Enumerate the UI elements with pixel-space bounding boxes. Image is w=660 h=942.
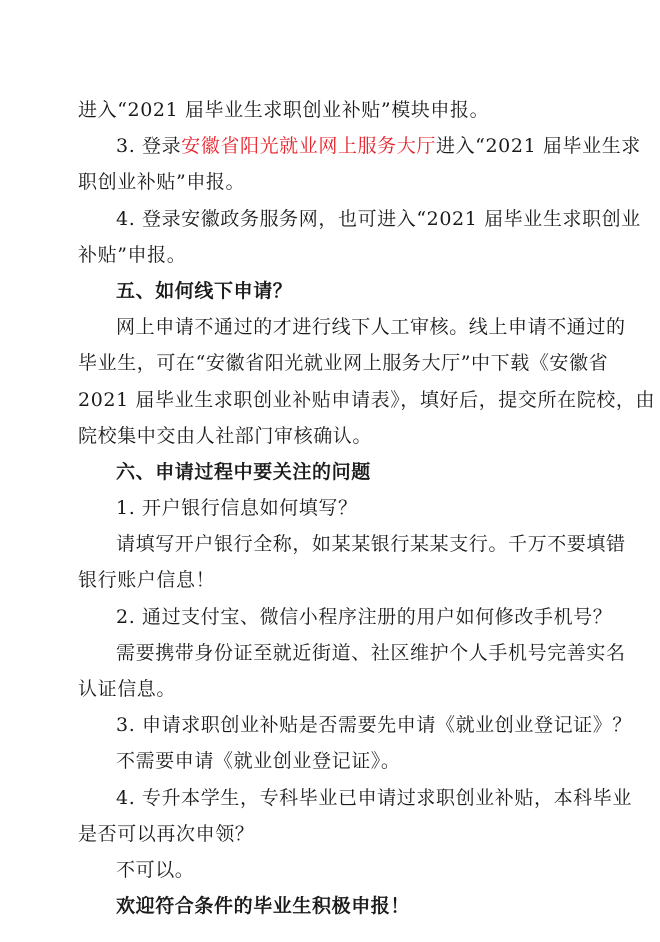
paragraph-step4-line1: 4. 登录安徽政务服务网，也可进入“2021 届毕业生求职创业	[116, 207, 641, 230]
paragraph-5-line2: 毕业生，可在“安徽省阳光就业网上服务大厅”中下载《安徽省	[78, 352, 609, 375]
question-4-line1: 4. 专升本学生，专科毕业已申请过求职创业补贴，本科毕业	[116, 786, 632, 809]
paragraph-step3-line2: 职创业补贴”申报。	[78, 171, 246, 194]
question-4-line2: 是否可以再次申领？	[78, 822, 255, 845]
step3-suffix: 进入“2021 届毕业生求	[435, 135, 641, 158]
answer-4: 不可以。	[116, 858, 195, 881]
section-heading-5: 五、如何线下申请？	[116, 279, 293, 302]
section-heading-6: 六、申请过程中要关注的问题	[116, 460, 371, 483]
answer-3: 不需要申请《就业创业登记证》。	[116, 750, 401, 773]
paragraph-5-line4: 院校集中交由人社部门审核确认。	[78, 424, 373, 447]
answer-2-line1: 需要携带身份证至就近街道、社区维护个人手机号完善实名	[116, 641, 626, 664]
paragraph-step4-line2: 补贴”申报。	[78, 243, 187, 266]
step3-prefix: 3. 登录	[116, 135, 182, 158]
paragraph-5-line3: 2021 届毕业生求职创业补贴申请表》，填好后，提交所在院校，由	[78, 388, 656, 411]
answer-2-line2: 认证信息。	[78, 678, 177, 700]
question-3: 3. 申请求职创业补贴是否需要先申请《就业创业登记证》？	[116, 714, 632, 737]
paragraph-step2-tail: 进入“2021 届毕业生求职创业补贴”模块申报。	[78, 99, 490, 121]
service-hall-link[interactable]: 安徽省阳光就业网上服务大厅	[181, 135, 436, 158]
question-2: 2. 通过支付宝、微信小程序注册的用户如何修改手机号？	[116, 605, 613, 628]
paragraph-5-line1: 网上申请不通过的才进行线下人工审核。线上申请不通过的	[116, 316, 626, 339]
answer-1-line1: 请填写开户银行全称，如某某银行某某支行。千万不要填错	[116, 533, 626, 556]
question-1: 1. 开户银行信息如何填写？	[116, 497, 358, 520]
paragraph-step3-line1	[78, 128, 641, 164]
closing-statement: 欢迎符合条件的毕业生积极申报！	[116, 895, 411, 918]
answer-1-line2: 银行账户信息！	[78, 569, 216, 592]
document-page	[78, 92, 656, 924]
